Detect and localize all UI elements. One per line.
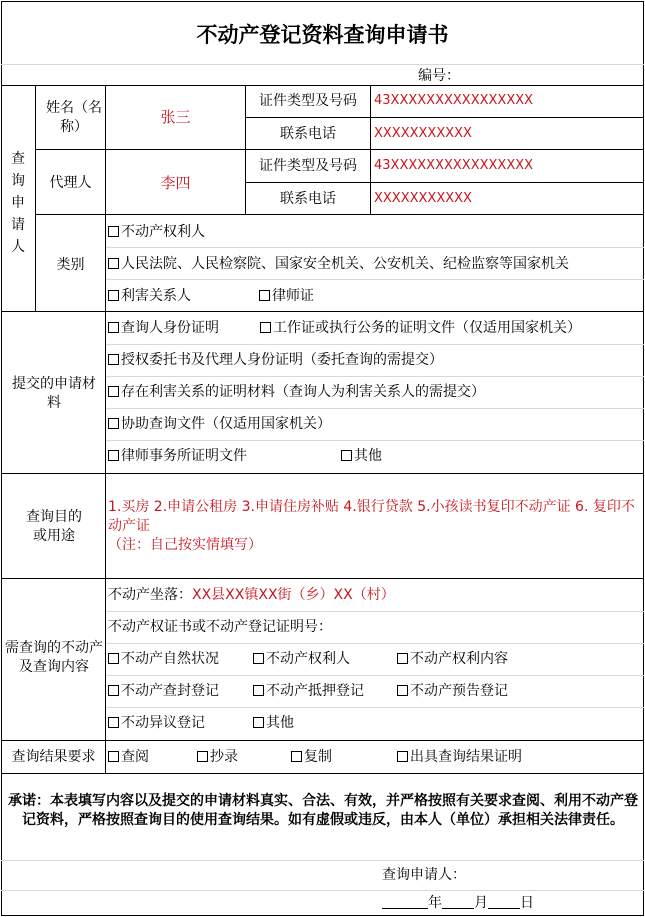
result-option[interactable]: 抄录	[197, 748, 238, 766]
rule	[370, 85, 371, 214]
category-option[interactable]: 利害关系人	[108, 287, 191, 305]
material-option[interactable]: 律师事务所证明文件	[108, 447, 247, 465]
checkbox[interactable]	[260, 322, 271, 333]
category-option[interactable]: 不动产权利人	[108, 223, 205, 241]
checkbox[interactable]	[341, 450, 352, 461]
material-option[interactable]: 存在利害关系的证明材料（查询人为利害关系人的需提交）	[108, 383, 485, 401]
rule	[245, 117, 644, 118]
materials-label: 提交的申请材料	[12, 376, 96, 411]
result-option[interactable]: 查阅	[108, 748, 149, 766]
day-label: 日	[520, 895, 534, 911]
purpose-label: 查询目的或用途	[26, 509, 82, 544]
number-label: 编号：	[418, 68, 460, 84]
agent-value[interactable]: 李四	[160, 174, 191, 192]
property-option[interactable]: 不动产抵押登记	[253, 682, 364, 700]
agent-phone-value[interactable]: XXXXXXXXXXX	[374, 191, 472, 206]
property-option[interactable]: 不动产权利人	[253, 650, 350, 668]
checkbox[interactable]	[253, 685, 264, 696]
rule	[1, 578, 644, 579]
checkbox[interactable]	[108, 418, 119, 429]
location-value[interactable]: XX县XX镇XX街（乡）XX（村）	[192, 587, 395, 603]
grid-line	[105, 408, 644, 409]
rule	[1, 473, 644, 474]
checkbox[interactable]	[291, 751, 302, 762]
material-option[interactable]: 其他	[341, 447, 382, 465]
grid-line	[105, 611, 644, 612]
material-option[interactable]: 授权委托书及代理人身份证明（委托查询的需提交）	[108, 351, 443, 369]
grid-line	[1, 890, 644, 891]
grid-line	[105, 675, 644, 676]
result-option[interactable]: 出具查询结果证明	[397, 748, 522, 766]
checkbox[interactable]	[108, 322, 119, 333]
checkbox[interactable]	[108, 685, 119, 696]
phone-label: 联系电话	[280, 126, 336, 142]
grid-line	[105, 279, 644, 280]
checkbox[interactable]	[397, 653, 408, 664]
rule	[245, 182, 644, 183]
material-option[interactable]: 工作证或执行公务的证明文件（仅适用国家机关）	[260, 319, 581, 337]
category-label: 类别	[56, 257, 85, 273]
form-title: 不动产登记资料查询申请书	[196, 23, 449, 47]
checkbox[interactable]	[108, 226, 119, 237]
month-blank[interactable]	[442, 894, 474, 909]
year-label: 年	[428, 895, 442, 911]
agent-phone-label: 联系电话	[280, 191, 336, 207]
rule	[1, 311, 644, 312]
grid-line	[105, 440, 644, 441]
checkbox[interactable]	[108, 717, 119, 728]
year-blank[interactable]	[382, 894, 428, 909]
pledge-text: 承诺：本表填写内容以及提交的申请材料真实、合法、有效，并严格按照有关要求查阅、利用不动产登记资料，严格按照查询目的使用查询结果。如有虚假或违反，由本人（单位）承担相关法律责任。	[8, 793, 638, 828]
signature-label: 查询申请人：	[382, 867, 466, 883]
grid-line	[105, 707, 644, 708]
checkbox[interactable]	[253, 717, 264, 728]
grid-line	[1, 64, 644, 65]
property-label: 需查询的不动产及查询内容	[5, 640, 103, 675]
result-label: 查询结果要求	[11, 749, 96, 765]
checkbox[interactable]	[108, 354, 119, 365]
rule	[1, 85, 644, 86]
border-bottom	[1, 915, 644, 916]
purpose-note: （注：自己按实情填写）	[108, 537, 262, 553]
property-option[interactable]: 不动产预告登记	[397, 682, 508, 700]
checkbox[interactable]	[397, 685, 408, 696]
border-right	[643, 1, 644, 916]
applicant-section-label: 查询申请人	[11, 151, 25, 255]
checkbox[interactable]	[108, 258, 119, 269]
agent-id-label: 证件类型及号码	[259, 158, 357, 174]
property-option[interactable]: 不动异议登记	[108, 714, 205, 732]
border-left	[1, 1, 2, 916]
location-row[interactable]	[108, 586, 395, 604]
cert-label: 不动产权证书或不动产登记证明号：	[108, 619, 332, 635]
checkbox[interactable]	[108, 653, 119, 664]
material-option[interactable]: 查询人身份证明	[108, 319, 219, 337]
checkbox[interactable]	[108, 450, 119, 461]
checkbox[interactable]	[108, 290, 119, 301]
agent-id-value[interactable]: 43XXXXXXXXXXXXXXXX	[374, 158, 534, 173]
rule	[35, 214, 644, 215]
agent-label: 代理人	[49, 175, 92, 191]
grid-line	[105, 376, 644, 377]
checkbox[interactable]	[197, 751, 208, 762]
category-option[interactable]: 人民法院、人民检察院、国家安全机关、公安机关、纪检监察等国家机关	[108, 255, 569, 273]
date-line[interactable]	[382, 894, 534, 912]
month-label: 月	[474, 895, 488, 911]
grid-line	[105, 344, 644, 345]
purpose-text[interactable]: 1.买房 2.申请公租房 3.申请住房补贴 4.银行贷款 5.小孩读书复印不动产证 6. 复印不动产证	[108, 499, 635, 534]
rule	[35, 85, 36, 311]
category-option[interactable]: 律师证	[259, 287, 314, 305]
grid-line	[1, 860, 644, 861]
name-value[interactable]: 张三	[160, 108, 191, 126]
id-value[interactable]: 43XXXXXXXXXXXXXXXX	[374, 93, 534, 108]
checkbox[interactable]	[397, 751, 408, 762]
rule	[35, 149, 644, 150]
day-blank[interactable]	[488, 894, 520, 909]
rule	[1, 773, 644, 774]
property-option[interactable]: 不动产查封登记	[108, 682, 219, 700]
rule	[1, 740, 644, 741]
phone-value[interactable]: XXXXXXXXXXX	[374, 126, 472, 141]
grid-line	[105, 247, 644, 248]
checkbox[interactable]	[108, 751, 119, 762]
property-option[interactable]: 不动产权利内容	[397, 650, 508, 668]
border-top	[1, 1, 644, 2]
property-option[interactable]: 其他	[253, 714, 294, 732]
name-label: 姓名（名称）	[46, 100, 102, 135]
property-option[interactable]: 不动产自然状况	[108, 650, 219, 668]
grid-line	[105, 643, 644, 644]
location-label: 不动产坐落：	[108, 587, 192, 603]
id-label: 证件类型及号码	[259, 93, 357, 109]
material-option[interactable]: 协助查询文件（仅适用国家机关）	[108, 415, 331, 433]
checkbox[interactable]	[253, 653, 264, 664]
checkbox[interactable]	[108, 386, 119, 397]
checkbox[interactable]	[259, 290, 270, 301]
result-option[interactable]: 复制	[291, 748, 332, 766]
